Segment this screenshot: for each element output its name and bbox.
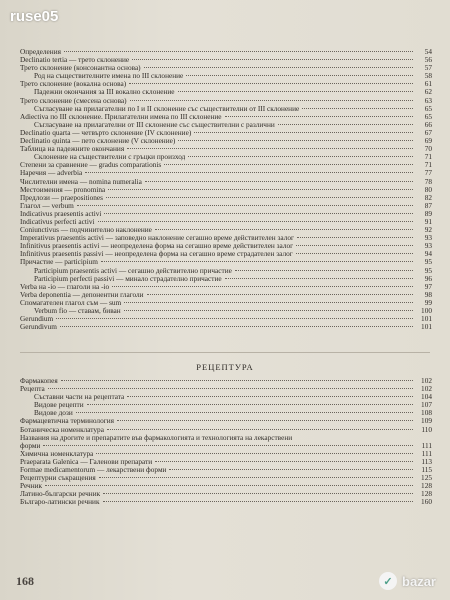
toc-entry bbox=[20, 315, 432, 323]
toc-entry-page: 82 bbox=[424, 192, 432, 202]
leader-dots bbox=[145, 181, 413, 182]
toc-entry bbox=[20, 458, 432, 466]
leader-dots bbox=[164, 164, 413, 165]
toc-entry bbox=[20, 80, 432, 88]
leader-dots bbox=[144, 67, 413, 68]
toc-entry bbox=[20, 113, 432, 121]
toc-entry-title: Химична номенклатура bbox=[20, 449, 94, 458]
toc-entry-page: 89 bbox=[424, 208, 432, 218]
toc-entry bbox=[20, 153, 432, 161]
corner-watermark-text: bazar bbox=[402, 573, 436, 589]
toc-entry bbox=[20, 186, 432, 194]
leader-dots bbox=[98, 221, 413, 222]
toc-entry-page: 109 bbox=[421, 416, 432, 426]
toc-entry bbox=[20, 250, 432, 258]
bazar-logo-icon: ✓ bbox=[379, 572, 397, 590]
toc-entry-title: Таблица на падежните окончания bbox=[20, 145, 125, 154]
toc-entry bbox=[20, 291, 432, 299]
toc-entry-title: Verba deponentia — депонентни глаголи bbox=[20, 290, 144, 299]
leader-dots bbox=[132, 59, 413, 60]
toc-entry-page: 115 bbox=[421, 465, 432, 475]
toc-entry bbox=[20, 299, 432, 307]
leader-dots bbox=[129, 83, 413, 84]
leader-dots bbox=[169, 469, 413, 470]
toc-entry-title: Падежни окончания за III вокално склонение bbox=[34, 88, 175, 97]
toc-entry-title: Verbum fio — ставам, биван bbox=[34, 307, 121, 315]
toc-entry-title: Infinitivus praesentis passivi — неопределена форма на сегашно време страдателен залог bbox=[20, 250, 293, 259]
leader-dots bbox=[96, 453, 413, 454]
section-divider bbox=[20, 352, 430, 353]
toc-entry-page: 160 bbox=[421, 497, 432, 507]
leader-dots bbox=[278, 124, 413, 125]
toc-entry-page: 102 bbox=[421, 384, 432, 394]
toc-entry-title: Латино-български речник bbox=[20, 490, 101, 499]
toc-entry bbox=[20, 377, 432, 385]
leader-dots bbox=[108, 189, 413, 190]
toc-entry-title: Трето склонение (вокална основа) bbox=[20, 80, 127, 89]
toc-recipe-list bbox=[20, 377, 432, 507]
toc-entry-page: 56 bbox=[424, 55, 432, 65]
toc-entry-title: Трето склонение (смесена основа) bbox=[20, 96, 127, 105]
toc-entry-page: 61 bbox=[424, 79, 432, 89]
toc-entry-page: 93 bbox=[424, 233, 432, 243]
toc-entry-page: 108 bbox=[421, 408, 432, 418]
toc-entry-page: 63 bbox=[424, 95, 432, 105]
toc-entry bbox=[20, 218, 432, 226]
toc-entry bbox=[20, 434, 432, 450]
toc-entry-page: 65 bbox=[424, 103, 432, 113]
toc-entry-title: Речник bbox=[20, 482, 43, 491]
toc-entry-page: 71 bbox=[424, 152, 432, 162]
toc-entry-page: 101 bbox=[421, 322, 432, 332]
toc-entry bbox=[20, 105, 432, 113]
leader-dots bbox=[155, 461, 413, 462]
leader-dots bbox=[106, 197, 413, 198]
leader-dots bbox=[127, 396, 413, 397]
toc-entry-title: Рецепта bbox=[20, 385, 45, 394]
toc-entry-title: Съгласуване на прилагателни по I и II склонение със съществителни от III склонение bbox=[34, 104, 300, 113]
leader-dots bbox=[130, 100, 413, 101]
toc-entry-title: Предлози — praepositiones bbox=[20, 193, 103, 202]
section-title: РЕЦЕПТУРА bbox=[196, 362, 254, 372]
toc-entry-page: 93 bbox=[424, 241, 432, 251]
toc-entry bbox=[20, 56, 432, 64]
toc-entry-title: Местоимения — pronomina bbox=[20, 185, 106, 194]
leader-dots bbox=[64, 51, 413, 52]
toc-entry bbox=[20, 267, 432, 275]
toc-entry-title: Declinatio tertia — трето склонение bbox=[20, 56, 130, 65]
toc-entry bbox=[20, 498, 432, 506]
leader-dots bbox=[101, 261, 413, 262]
leader-dots bbox=[107, 429, 413, 430]
toc-entry bbox=[20, 169, 432, 177]
toc-entry-title: Названия на дрогите и препаратите във фармакологията и технологията на лекарствени bbox=[20, 432, 293, 442]
toc-entry bbox=[20, 234, 432, 242]
leader-dots bbox=[186, 75, 413, 76]
toc-entry-page: 78 bbox=[424, 176, 432, 186]
toc-entry-title: Наречия — adverbia bbox=[20, 169, 83, 178]
toc-entry bbox=[20, 202, 432, 210]
toc-entry bbox=[20, 283, 432, 291]
toc-entry bbox=[20, 210, 432, 218]
toc-entry-page: 91 bbox=[424, 216, 432, 226]
toc-entry-title: Фармацевтична терминология bbox=[20, 417, 114, 426]
toc-entry bbox=[20, 482, 432, 490]
toc-entry-page: 97 bbox=[424, 281, 432, 291]
toc-entry-page: 111 bbox=[421, 440, 432, 450]
toc-entry bbox=[20, 385, 432, 393]
leader-dots bbox=[297, 237, 413, 238]
toc-entry bbox=[20, 121, 432, 129]
toc-entry bbox=[20, 401, 432, 409]
toc-entry bbox=[20, 409, 432, 417]
toc-entry bbox=[20, 450, 432, 458]
toc-entry-title: Склонение на съществителни с гръцки произход bbox=[34, 153, 186, 162]
toc-entry-page: 107 bbox=[421, 400, 432, 410]
toc-entry-page: 65 bbox=[424, 111, 432, 121]
toc-entry bbox=[20, 137, 432, 145]
toc-entry-page: 71 bbox=[424, 160, 432, 170]
toc-entry-title: Participium perfecti passivi — минало страдателно причастие bbox=[34, 274, 222, 283]
leader-dots bbox=[127, 148, 413, 149]
leader-dots bbox=[302, 108, 413, 109]
toc-entry-page: 69 bbox=[424, 136, 432, 146]
leader-dots bbox=[45, 485, 413, 486]
toc-entry-title: Степени за сравнение — gradus comparationis bbox=[20, 161, 162, 170]
toc-entry-title: Фармакопея bbox=[20, 377, 58, 385]
toc-entry-title: Indicativus praesentis activi bbox=[20, 209, 102, 218]
toc-entry bbox=[20, 323, 432, 331]
toc-entry-page: 110 bbox=[421, 424, 432, 434]
toc-entry-title: Съставни части на рецептата bbox=[34, 393, 125, 402]
toc-entry-title: Coniunctivus — подчинително наклонение bbox=[20, 226, 152, 235]
toc-entry bbox=[20, 226, 432, 234]
leader-dots bbox=[124, 302, 413, 303]
toc-entry-title: Adiectiva по III склонение. Прилагателни имена по III склонение bbox=[20, 112, 222, 121]
leader-dots bbox=[103, 501, 414, 502]
toc-entry-page: 96 bbox=[424, 273, 432, 283]
toc-entry-page: 128 bbox=[421, 489, 432, 499]
toc-entry-page: 125 bbox=[421, 473, 432, 483]
toc-entry-title: Видове дози bbox=[34, 409, 73, 418]
toc-entry-title: Спомагателен глагол съм — sum bbox=[20, 298, 122, 307]
toc-entry-page: 57 bbox=[424, 63, 432, 73]
toc-entry-title: Трето склонение (консонантна основа) bbox=[20, 64, 141, 73]
toc-entry-title: Praeparata Galenica — Галенови препарати bbox=[20, 457, 153, 466]
toc-entry bbox=[20, 258, 432, 266]
toc-entry-page: 100 bbox=[421, 306, 432, 315]
toc-entry-title: Declinatio quarta — четвърто склонение (IV склонение) bbox=[20, 128, 192, 137]
toc-entry-title: Imperativus praesentis activi — заповедно наклонение сегашно време действителен залог bbox=[20, 234, 294, 243]
watermark-logo: ruse05 bbox=[10, 8, 59, 25]
toc-entry bbox=[20, 161, 432, 169]
leader-dots bbox=[296, 253, 413, 254]
leader-dots bbox=[112, 286, 413, 287]
toc-list bbox=[20, 48, 432, 331]
toc-entry-title: Съгласуване на прилагателни от III склонение със съществителни с различни bbox=[34, 120, 275, 129]
leader-dots bbox=[194, 132, 413, 133]
toc-entry-page: 95 bbox=[424, 257, 432, 267]
toc-entry-title: Gerundium bbox=[20, 315, 54, 324]
toc-entry-page: 111 bbox=[421, 448, 432, 458]
leader-dots bbox=[296, 245, 413, 246]
toc-entry bbox=[20, 490, 432, 498]
toc-entry bbox=[20, 48, 432, 56]
toc-entry-page: 128 bbox=[421, 481, 432, 491]
toc-entry-title-cont: форми bbox=[20, 441, 41, 450]
toc-entry bbox=[20, 466, 432, 474]
toc-entry-title: Ботаническа номенклатура bbox=[20, 425, 104, 434]
leader-dots bbox=[124, 310, 413, 311]
leader-dots bbox=[155, 229, 413, 230]
toc-entry-title: Българо-латински речник bbox=[20, 498, 100, 507]
toc-entry-page: 95 bbox=[424, 265, 432, 275]
toc-entry bbox=[20, 275, 432, 283]
toc-entry-page: 101 bbox=[421, 314, 432, 324]
toc-entry-page: 102 bbox=[421, 376, 432, 385]
toc-entry-title: Числителни имена — nomina numeralia bbox=[20, 177, 142, 186]
page-number: 168 bbox=[16, 574, 34, 588]
toc-entry bbox=[20, 307, 432, 315]
toc-entry-page: 66 bbox=[424, 119, 432, 129]
toc-entry-page: 104 bbox=[421, 392, 432, 402]
leader-dots bbox=[104, 213, 413, 214]
toc-entry-page: 62 bbox=[424, 87, 432, 97]
toc-entry-page: 94 bbox=[424, 249, 432, 259]
leader-dots bbox=[188, 156, 413, 157]
leader-dots bbox=[178, 140, 413, 141]
toc-entry-title: Indicativus perfecti activi bbox=[20, 217, 95, 226]
toc-entry bbox=[20, 64, 432, 72]
toc-entry-title: Рецептурни съкращения bbox=[20, 474, 96, 483]
toc-entry bbox=[20, 178, 432, 186]
toc-entry bbox=[20, 417, 432, 425]
toc-entry-title: Declinatio quinta — пето склонение (V склонение) bbox=[20, 137, 176, 146]
toc-entry-page: 80 bbox=[424, 184, 432, 194]
toc-entry bbox=[20, 474, 432, 482]
toc-entry-page: 70 bbox=[424, 144, 432, 154]
toc-entry-page: 67 bbox=[424, 127, 432, 137]
leader-dots bbox=[43, 445, 413, 446]
leader-dots bbox=[60, 326, 413, 327]
toc-entry bbox=[20, 72, 432, 80]
toc-entry bbox=[20, 242, 432, 250]
toc-entry bbox=[20, 88, 432, 96]
leader-dots bbox=[87, 404, 413, 405]
leader-dots bbox=[48, 388, 413, 389]
leader-dots bbox=[76, 412, 413, 413]
toc-entry-page: 92 bbox=[424, 225, 432, 235]
leader-dots bbox=[99, 477, 413, 478]
leader-dots bbox=[77, 205, 413, 206]
toc-entry-page: 77 bbox=[424, 168, 432, 178]
toc-entry-page: 113 bbox=[421, 456, 432, 466]
toc-entry-title: Род на съществителните имена по III склонение bbox=[34, 72, 184, 81]
toc-entry-page: 54 bbox=[424, 47, 432, 56]
leader-dots bbox=[147, 294, 413, 295]
toc-entry bbox=[20, 129, 432, 137]
leader-dots bbox=[178, 91, 413, 92]
leader-dots bbox=[117, 420, 413, 421]
leader-dots bbox=[103, 493, 413, 494]
toc-entry-page: 87 bbox=[424, 200, 432, 210]
toc-entry-title: Видове рецепти bbox=[34, 401, 84, 410]
leader-dots bbox=[235, 270, 413, 271]
leader-dots bbox=[225, 116, 413, 117]
toc-entry bbox=[20, 393, 432, 401]
toc-entry bbox=[20, 145, 432, 153]
toc-entry-page: 99 bbox=[424, 297, 432, 307]
toc-entry-title: Глагол — verbum bbox=[20, 201, 74, 210]
toc-entry-title: Formae medicamentorum — лекарствени форми bbox=[20, 466, 167, 475]
toc-entry bbox=[20, 194, 432, 202]
leader-dots bbox=[85, 172, 413, 173]
toc-entry-title: Причастие — participium bbox=[20, 258, 98, 267]
corner-watermark bbox=[379, 572, 436, 590]
toc-entry-title: Infinitivus praesentis activi — неопределена форма на сегашно време действителен залог bbox=[20, 242, 294, 251]
toc-entry bbox=[20, 97, 432, 105]
toc-entry-title: Verba на -io — глаголи на -io bbox=[20, 282, 110, 291]
toc-entry-title: Gerundivum bbox=[20, 323, 57, 332]
leader-dots bbox=[225, 278, 413, 279]
toc-entry-page: 98 bbox=[424, 289, 432, 299]
leader-dots bbox=[56, 318, 413, 319]
toc-entry-page: 58 bbox=[424, 71, 432, 81]
toc-entry-title: Определения bbox=[20, 48, 61, 56]
toc-entry-title: Participium praesentis activi — сегашно действително причастие bbox=[34, 266, 232, 275]
leader-dots bbox=[61, 380, 413, 381]
